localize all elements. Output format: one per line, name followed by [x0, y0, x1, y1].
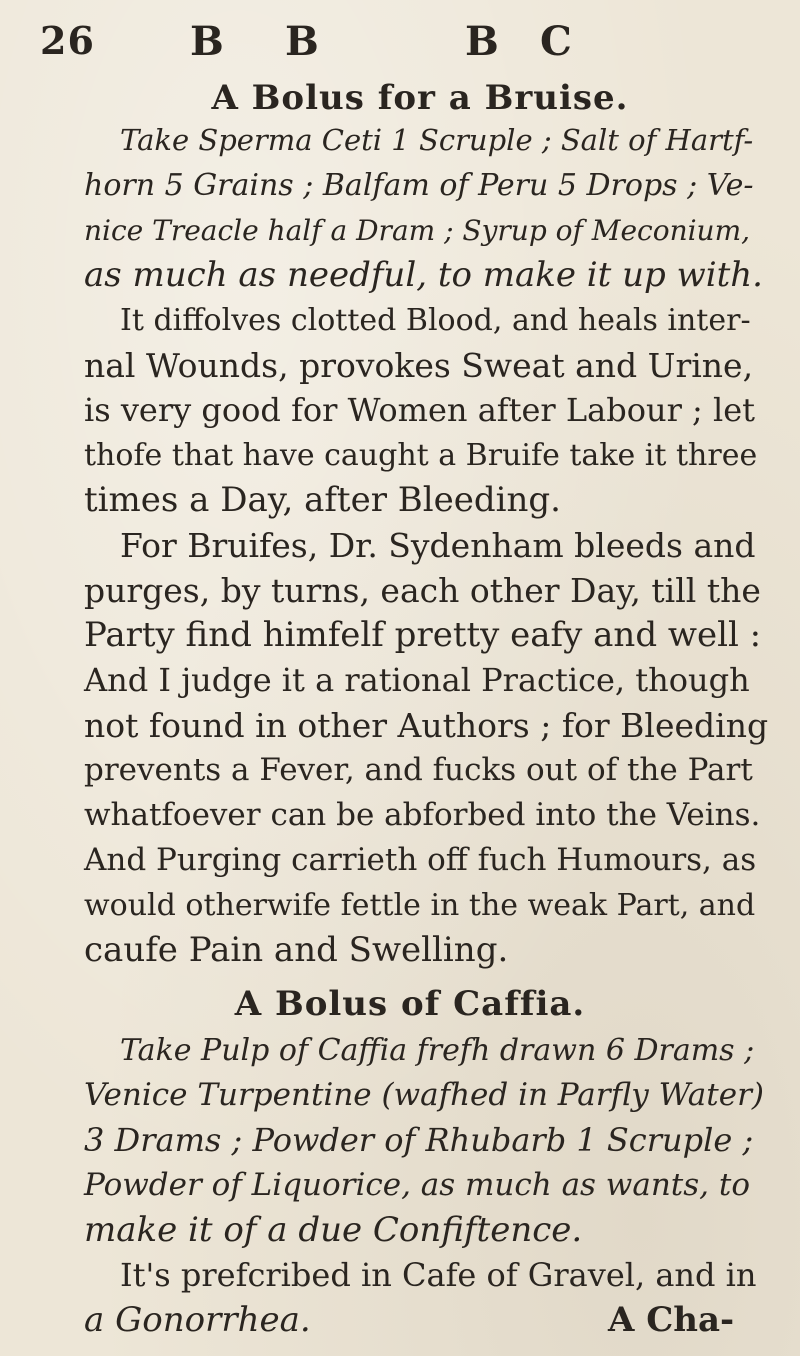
text-line: Party find himfelf pretty eafy and well : — [84, 615, 762, 655]
text-line: as much as needful, to make it up with. — [84, 255, 763, 295]
text-line: make it of a due Confiftence. — [84, 1210, 583, 1250]
text-line: And I judge it a rational Practice, though — [84, 661, 750, 699]
recipe-heading-bruise: A Bolus for a Bruise. — [211, 78, 629, 118]
text-line: Powder of Liquorice, as much as wants, to — [84, 1167, 750, 1203]
recipe1-ingredients — [84, 118, 770, 298]
text-line: whatfoever can be abforbed into the Veins. — [84, 797, 761, 833]
signature-mark: C — [540, 18, 572, 65]
text-line: It diffolves clotted Blood, and heals inter- — [120, 303, 751, 338]
text-line: caufe Pain and Swelling. — [84, 930, 509, 970]
text-line: prevents a Fever, and fucks out of the Part — [84, 752, 753, 788]
text-line: purges, by turns, each other Day, till the — [84, 571, 761, 610]
page-header — [0, 14, 800, 64]
signature-mark: B — [190, 18, 224, 65]
text-line: Take Pulp of Caffia frefh drawn 6 Drams ; — [120, 1033, 755, 1068]
text-line: times a Day, after Bleeding. — [84, 480, 561, 520]
signature-mark: B — [465, 18, 499, 65]
text-line: nal Wounds, provokes Sweat and Urine, — [84, 346, 754, 385]
text-line: It's prefcribed in Cafe of Gravel, and in — [120, 1256, 757, 1294]
text-line: For Bruifes, Dr. Sydenham bleeds and — [120, 526, 756, 565]
recipe-heading-caffia: A Bolus of Caffia. — [234, 984, 586, 1024]
text-line: is very good for Women after Labour ; let — [84, 391, 756, 429]
text-line: not found in other Authors ; for Bleeding — [84, 706, 769, 745]
text-line: thofe that have caught a Bruife take it three — [84, 438, 758, 473]
recipe2-ingredients — [84, 1028, 770, 1253]
text-line: would otherwife fettle in the weak Part, and — [84, 888, 756, 923]
catchword: A Cha- — [608, 1300, 735, 1340]
text-line: Take Sperma Ceti 1 Scruple ; Salt of Hartf- — [120, 123, 754, 157]
text-line: 3 Drams ; Powder of Rhubarb 1 Scruple ; — [84, 1121, 754, 1159]
text-line: a Gonorrhea. — [84, 1300, 311, 1340]
recipe1-virtues — [84, 298, 770, 523]
signature-mark: B — [285, 18, 319, 65]
text-line: nice Treacle half a Dram ; Syrup of Meconium, — [84, 214, 751, 247]
recipe1-commentary — [84, 523, 770, 973]
page-number: 26 — [40, 18, 95, 63]
text-line: And Purging carrieth off fuch Humours, as — [84, 842, 757, 878]
text-line: Venice Turpentine (wafhed in Parfly Water) — [84, 1077, 764, 1113]
text-line: horn 5 Grains ; Balfam of Peru 5 Drops ; Ve- — [84, 168, 754, 203]
